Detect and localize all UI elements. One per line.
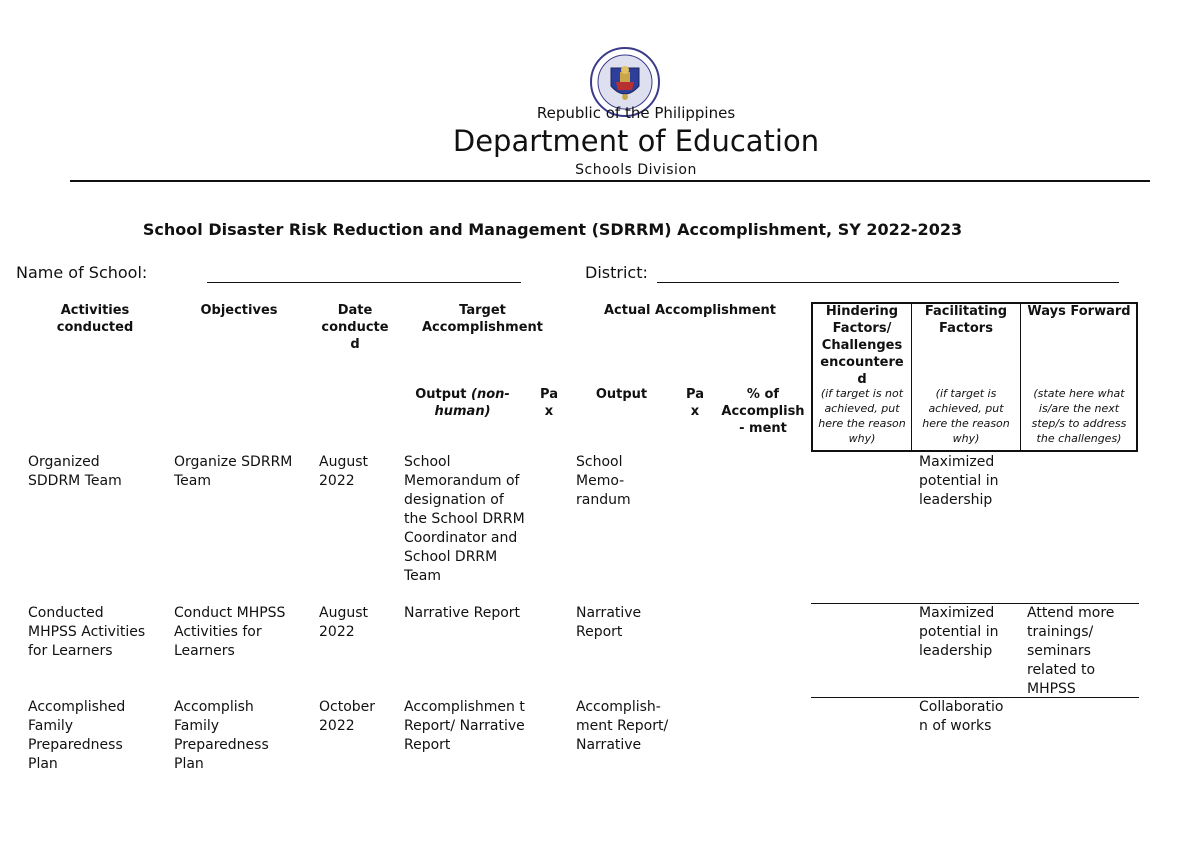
- header-date: Date conducte d: [321, 303, 389, 352]
- header-ways-note: (state here what is/are the next step/s to address the challenges): [1031, 387, 1127, 445]
- row2-actual-output: Narrative Report: [576, 605, 642, 640]
- target-output-italic: (non-human): [434, 387, 510, 419]
- school-name-field[interactable]: [207, 282, 521, 283]
- row1-target-output: School Memorandum of designation of the School DRRM Coordinator and School DRRM Team: [404, 454, 525, 584]
- row2-date: August 2022: [319, 605, 368, 640]
- header-ways: Ways Forward: [1027, 304, 1131, 319]
- header-hindering-note: (if target is not achieved, put here the reason why): [818, 387, 906, 445]
- row3-objective: Accomplish Family Preparedness Plan: [174, 699, 269, 772]
- row1-facilitating: Maximized potential in leadership: [919, 454, 999, 508]
- row3-facilitating: Collaboratio n of works: [919, 699, 1004, 734]
- target-output-prefix: Output: [415, 387, 472, 402]
- row1-date: August 2022: [319, 454, 368, 489]
- district-label: District:: [585, 263, 648, 282]
- header-target: Target Accomplishment: [422, 303, 543, 335]
- division-heading: Schools Division: [575, 162, 697, 178]
- header-facilitating-note: (if target is achieved, put here the reason why): [922, 387, 1010, 445]
- row1-activity: Organized SDDRM Team: [28, 454, 122, 489]
- document-title: School Disaster Risk Reduction and Management (SDRRM) Accomplishment, SY 2022-2023: [142, 220, 963, 239]
- row1-objective: Organize SDRRM Team: [174, 454, 293, 489]
- row3-date: October 2022: [319, 699, 376, 734]
- header-actual: Actual Accomplishment: [604, 303, 776, 318]
- department-heading: Department of Education: [452, 124, 820, 158]
- row2-facilitating: Maximized potential in leadership: [919, 605, 999, 659]
- row2-objective: Conduct MHPSS Activities for Learners: [174, 605, 286, 659]
- row2-ways: Attend more trainings/ seminars related to MHPSS: [1027, 605, 1115, 697]
- header-divider: [70, 180, 1150, 182]
- school-name-label: Name of School:: [16, 263, 148, 282]
- header-facilitating: Facilitating Factors: [924, 304, 1008, 336]
- row3-actual-output: Accomplish- ment Report/ Narrative: [576, 699, 669, 753]
- header-hindering: Hindering Factors/ Challenges encountere d: [820, 304, 904, 387]
- header-target-pax: Pa x: [540, 387, 558, 419]
- header-actual-output: Output: [595, 387, 648, 402]
- republic-heading: Republic of the Philippines: [536, 104, 736, 122]
- row2-target-output: Narrative Report: [404, 605, 521, 621]
- row3-activity: Accomplished Family Preparedness Plan: [28, 699, 126, 772]
- header-percent: % of Accomplish - ment: [721, 387, 805, 436]
- row2-activity: Conducted MHPSS Activities for Learners: [28, 605, 146, 659]
- district-field[interactable]: [657, 282, 1119, 283]
- header-target-output: [410, 386, 515, 420]
- header-actual-pax: Pa x: [686, 387, 704, 419]
- row3-target-output: Accomplishmen t Report/ Narrative Report: [404, 699, 525, 753]
- header-activities: Activities conducted: [56, 303, 134, 335]
- header-objectives: Objectives: [200, 303, 278, 318]
- row1-actual-output: School Memo- randum: [576, 454, 631, 508]
